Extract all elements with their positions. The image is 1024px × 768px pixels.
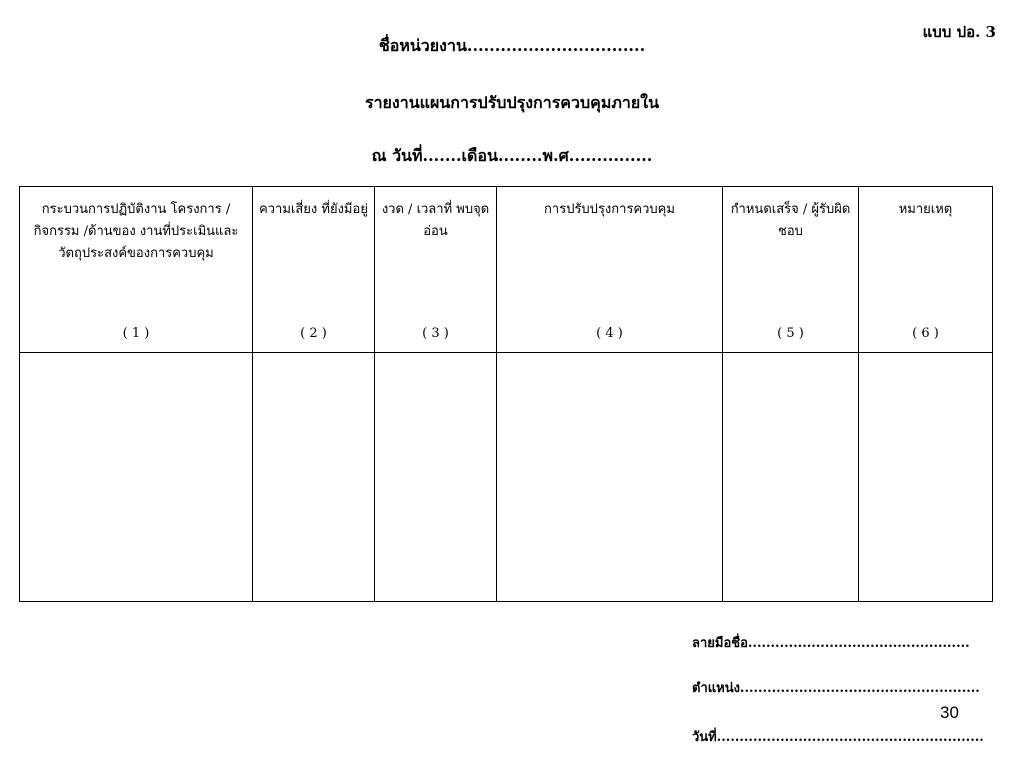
column-header-5 — [723, 187, 859, 353]
column-header-1 — [20, 187, 253, 353]
column-number: ( 2 ) — [300, 326, 327, 341]
table-header-row — [20, 187, 993, 353]
column-number: ( 4 ) — [596, 326, 623, 341]
column-number: ( 3 ) — [422, 326, 449, 341]
page-number: 30 — [940, 703, 959, 722]
improvement-plan-table — [19, 186, 993, 602]
table-cell[interactable] — [859, 353, 993, 602]
report-date-line: ณ วันที่.......เดือน........พ.ศ............... — [371, 146, 653, 165]
table-cell[interactable] — [375, 353, 497, 602]
column-header-3 — [375, 187, 497, 353]
column-header-4 — [497, 187, 723, 353]
column-label: หมายเหตุ — [898, 202, 953, 217]
table-cell[interactable] — [723, 353, 859, 602]
column-number: ( 5 ) — [777, 326, 804, 341]
column-label: ความเสี่ยง ที่ยังมีอยู่ — [259, 202, 368, 217]
column-label: กระบวนการปฏิบัติงาน โครงการ / กิจกรรม /ด้านของ งานที่ประเมินและ วัตถุประสงค์ของการควบคุม — [33, 202, 239, 261]
signature-date-line: วันที่........................................................... — [692, 730, 984, 745]
report-title: รายงานแผนการปรับปรุงการควบคุมภายใน — [364, 93, 660, 112]
table-row — [20, 353, 993, 602]
signature-name-line: ลายมือชื่อ................................................. — [692, 636, 970, 651]
column-header-6 — [859, 187, 993, 353]
table-cell[interactable] — [497, 353, 723, 602]
column-label: งวด / เวลาที่ พบจุดอ่อน — [381, 202, 490, 239]
column-number: ( 1 ) — [122, 326, 150, 341]
column-number: ( 6 ) — [912, 326, 939, 341]
column-label: การปรับปรุงการควบคุม — [544, 202, 675, 217]
column-label: กำหนดเสร็จ / ผู้รับผิดชอบ — [730, 202, 851, 239]
form-code: แบบ ปอ. 3 — [922, 23, 996, 41]
column-header-2 — [253, 187, 375, 353]
agency-name-line: ชื่อหน่วยงาน................................ — [378, 36, 646, 55]
table-cell[interactable] — [20, 353, 253, 602]
table-cell[interactable] — [253, 353, 375, 602]
signature-position-line: ตำแหน่ง..................................................... — [692, 681, 980, 696]
